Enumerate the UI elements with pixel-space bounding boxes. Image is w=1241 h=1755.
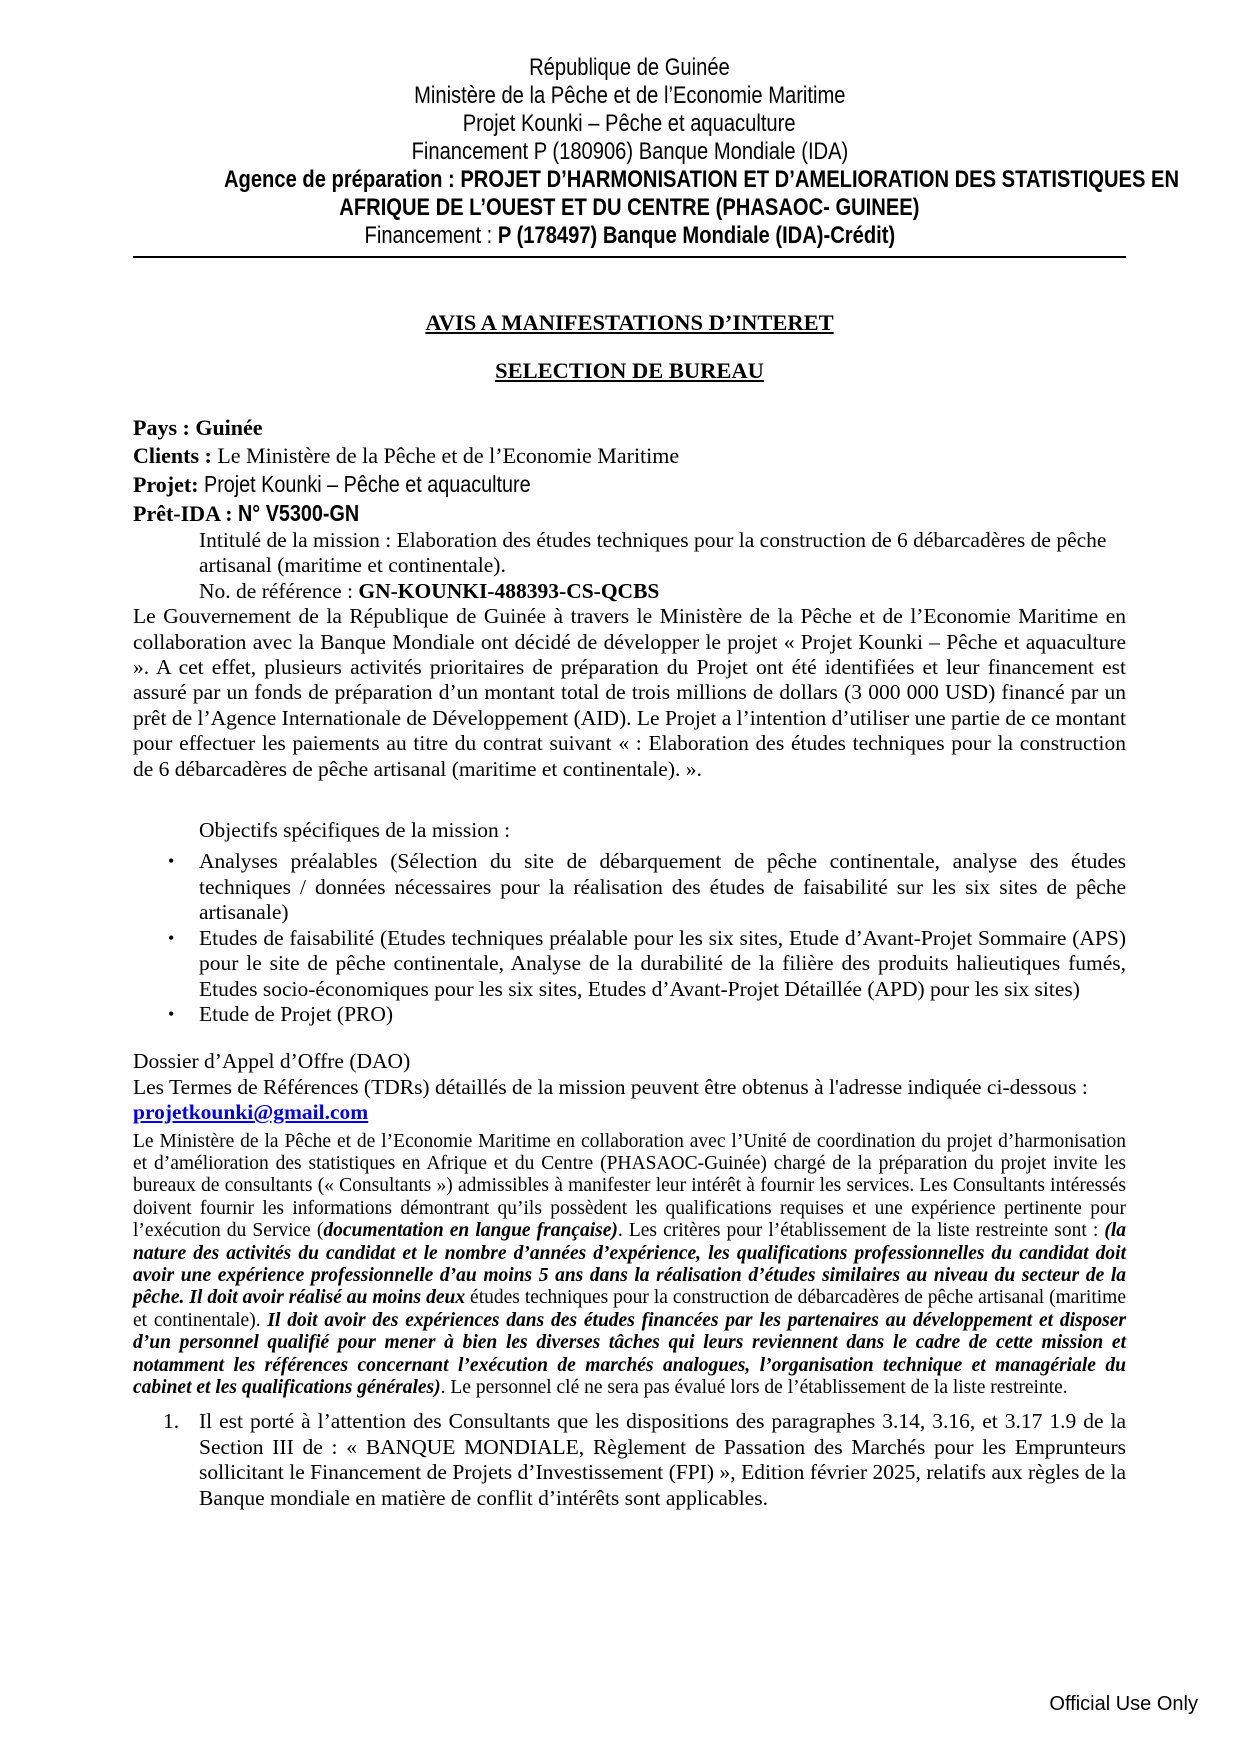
letterhead-line-ministry [133, 82, 1126, 110]
pret-label: Prêt-IDA : [133, 501, 233, 526]
letterhead-line-agency-2 [133, 194, 1126, 222]
criteria-run-6: Il doit avoir des expériences dans des études financées par les partenaires au développement et disposer d’un personnel qualifié pour mener à bien les diverses tâches qui leurs reviennent dans le cadre de cette mission et notamment les références concernant l’exécution de marchés analogues, l’organisation technique et managériale du cabinet et les qualifications générales) [133, 1309, 1127, 1398]
tdr-line [133, 1075, 1126, 1126]
document-subtitle: SELECTION DE BUREAU [495, 358, 764, 383]
objectifs-bullet-list [133, 849, 1126, 1027]
meta-row-clients [133, 442, 1126, 470]
letterhead-line-agency-1-text: Agence de préparation : PROJET D’HARMONISATION ET D’AMELIORATION DES STATISTIQUES EN [223, 166, 1180, 193]
pays-label: Pays : [133, 415, 190, 440]
meta-row-pret [133, 499, 1126, 528]
clients-label: Clients : [133, 443, 212, 468]
numbered-item-1-marker: 1. [163, 1409, 180, 1434]
meta-block [133, 414, 1126, 528]
letterhead-line-country [133, 54, 1126, 82]
email-link[interactable]: projetkounki@gmail.com [133, 1100, 369, 1125]
numbered-item-1-text: Il est porté à l’attention des Consultants que les dispositions des paragraphes 3.14, 3.16, et 3.17 1.9 de la Section III de : « BANQUE MONDIALE, Règlement de Passation des Marchés pour les Emprunteurs sollicitant le Financement de Projets d’Investissement (FPI) », Edition février 2025, relatifs aux règles de la Banque mondiale en matière de conflit d’intérêts sont applicables. [199, 1409, 1126, 1510]
meta-row-projet [133, 470, 1126, 499]
financing-label: Financement : [364, 222, 498, 249]
bullet-text-etude-projet: Etude de Projet (PRO) [199, 1001, 394, 1026]
dao-line: Dossier d’Appel d’Offre (DAO) [133, 1049, 411, 1074]
official-use-only-watermark: Official Use Only [1049, 1693, 1198, 1715]
header-divider-rule [133, 256, 1126, 258]
list-item [168, 849, 1126, 925]
financing-value: P (178497) Banque Mondiale (IDA)-Crédit) [497, 222, 895, 249]
criteria-run-5: études techniques pour la construction de débarcadères de pêche artisanal (maritime et continentale). [133, 1287, 1127, 1331]
reference-label: No. de référence : [199, 578, 359, 603]
tdr-text: Les Termes de Références (TDRs) détaillés de la mission peuvent être obtenus à l'adresse indiquée ci-dessous : [133, 1074, 1088, 1099]
letterhead-line-country-text: République de Guinée [529, 54, 730, 81]
letterhead-line-financing-p178497 [133, 222, 1126, 250]
list-item [168, 926, 1126, 1002]
mission-intitule: Intitulé de la mission : Elaboration des études techniques pour la construction de 6 débarcadères de pêche artisanal (maritime et continentale). [199, 528, 1107, 578]
paragraph-government: Le Gouvernement de la République de Guinée à travers le Ministère de la Pêche et de l’Economie Maritime en collaboration avec la Banque Mondiale ont décidé de développer le projet « Projet Kounki – Pêche et aquaculture ». A cet effet, plusieurs activités prioritaires de préparation du Projet ont été identifiées et leur financement est assuré par un fonds de préparation d’un montant total de trois millions de dollars (3 000 000 USD) financé par un prêt de l’Agence Internationale de Développement (AID). Le Projet a l’intention d’utiliser une partie de ce montant pour effectuer les paiements au titre du contrat suivant « : Elaboration des études techniques pour la construction de 6 débarcadères de pêche artisanal (maritime et continentale). ». [133, 604, 1126, 781]
document-title: AVIS A MANIFESTATIONS D’INTERET [425, 310, 834, 335]
criteria-run-2: documentation en langue française) [323, 1220, 618, 1242]
letterhead [133, 54, 1180, 250]
letterhead-line-agency-1 [133, 166, 1180, 194]
letterhead-line-ministry-text: Ministère de la Pêche et de l’Economie Maritime [413, 82, 846, 109]
paragraph-criteria [133, 1131, 1126, 1400]
pret-value: N° V5300-GN [238, 500, 360, 526]
pays-value: Guinée [195, 415, 263, 440]
projet-label: Projet: [133, 472, 199, 497]
reference-value: GN-KOUNKI-488393-CS-QCBS [358, 578, 660, 603]
bullet-icon: • [168, 927, 175, 948]
letterhead-line-financing-p180906-text: Financement P (180906) Banque Mondiale (IDA) [411, 138, 848, 165]
letterhead-line-agency-2-text: AFRIQUE DE L’OUEST ET DU CENTRE (PHASAOC- GUINEE) [339, 194, 920, 221]
criteria-run-1: Le Ministère de la Pêche et de l’Economie Maritime en collaboration avec l’Unité de coordination du projet d’harmonisation et d’amélioration des statistiques en Afrique et du Centre (PHASAOC-Guinée) chargé de la préparation du projet invite les bureaux de consultants (« Consultants ») admissibles à manifester leur intérêt à fournir les services. Les Consultants intéressés doivent fournir les informations démontrant qu’ils possèdent les qualifications requises et une expérience pertinente pour l’exécution du Service ( [133, 1130, 1126, 1242]
objectifs-heading: Objectifs spécifiques de la mission : [199, 818, 511, 843]
clients-value: Le Ministère de la Pêche et de l’Economie Maritime [217, 443, 680, 468]
letterhead-line-project [133, 110, 1126, 138]
bullet-text-etudes-faisabilite: Etudes de faisabilité (Etudes techniques préalable pour les six sites, Etude d’Avant-Projet Sommaire (APS) pour le site de pêche continentale, Analyse de la durabilité de la filière des produits halieutiques fumés, Etudes socio-économiques pour les six sites, Etudes d’Avant-Projet Détaillée (APD) pour les six sites) [199, 925, 1126, 1001]
projet-value: Projet Kounki – Pêche et aquaculture [204, 471, 531, 497]
criteria-run-3: . Les critères pour l’établissement de la liste restreinte sont : [617, 1220, 1105, 1242]
bullet-icon: • [168, 1003, 175, 1024]
numbered-item-1 [163, 1409, 1126, 1511]
mission-block [199, 528, 1126, 604]
list-item [168, 1002, 1126, 1027]
letterhead-line-financing-p180906 [133, 138, 1126, 166]
mission-reference-row [199, 579, 1126, 604]
bullet-icon: • [168, 851, 175, 872]
meta-row-pays [133, 414, 1126, 442]
criteria-run-4: (la nature des activités du candidat et le nombre d’années d’expérience, les qualifications professionnelles du candidat doit avoir une expérience professionnelle d’au moins 5 ans dans la réalisation d’études similaires au niveau du secteur de la pêche. Il doit avoir réalisé au moins deux [133, 1220, 1126, 1309]
bullet-text-analyses: Analyses préalables (Sélection du site de débarquement de pêche continentale, analyse des études techniques / données nécessaires pour la réalisation des études de faisabilité sur les six sites de pêche artisanale) [199, 849, 1126, 925]
criteria-run-7: . Le personnel clé ne sera pas évalué lors de l’établissement de la liste restreinte. [440, 1377, 1068, 1398]
letterhead-line-financing-p178497-text [364, 222, 895, 250]
dao-tdr-block [133, 1049, 1126, 1125]
letterhead-line-project-text: Projet Kounki – Pêche et aquaculture [463, 110, 796, 137]
